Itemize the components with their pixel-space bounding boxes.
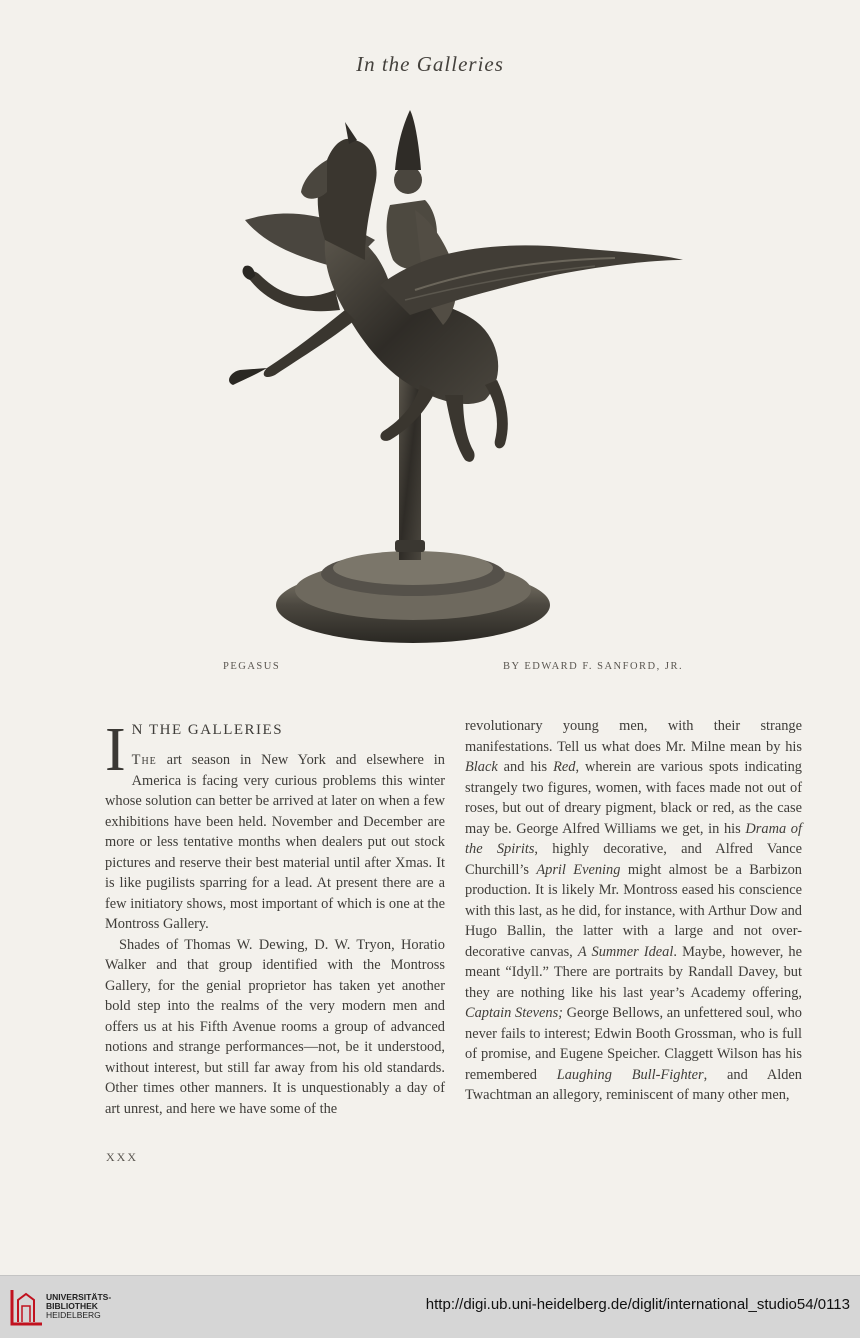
paragraph-1 bbox=[105, 750, 445, 935]
article-column-right bbox=[465, 716, 802, 1106]
running-head: In the Galleries bbox=[356, 52, 504, 76]
text-run: , highly decorative, and Alfred Vance Churchill’s bbox=[465, 841, 802, 878]
logo-text bbox=[46, 1293, 111, 1320]
artwork-title: April Evening bbox=[536, 861, 621, 878]
artwork-title: Red bbox=[553, 759, 576, 775]
logo-line-1: UNIVERSITÄTS- bbox=[46, 1292, 112, 1302]
artwork-title: Captain Stevens; bbox=[465, 1005, 563, 1021]
text-run: George Bellows, an unfettered soul, who never fails to interest; Edwin Booth Grossman, who is full of promise, and Eugene Speicher. Claggett Wilson has his remembered bbox=[465, 1005, 802, 1083]
text-run: might almost be a Barbizon production. It is likely Mr. Montross eased his conscience with this last, as he did, for instance, with Arthur Dow and Hugo Ballin, the latter with a large and not over-decorative canvas, bbox=[465, 861, 802, 960]
text-run: revolutionary young men, with their strange manifestations. Tell us what does Mr. Milne mean by his bbox=[465, 718, 802, 755]
paragraph-3 bbox=[465, 716, 802, 1106]
article-column-left bbox=[105, 716, 445, 1119]
drop-cap: I bbox=[105, 716, 126, 784]
artwork-title: Black bbox=[465, 759, 498, 775]
page-folio: XXX bbox=[106, 1150, 138, 1164]
text-run: , wherein are various spots indicating strangely two figures, women, with faces made not out of roses, but out of dreary pigment, black or red, as the case may be. George Alfred Williams we get, in his bbox=[465, 759, 802, 837]
logo-line-3: HEIDELBERG bbox=[46, 1310, 101, 1320]
text-run: , and Alden Twachtman an allegory, reminiscent of many other men, bbox=[465, 1066, 802, 1103]
artwork-title: Laughing Bull-Fighter bbox=[556, 1066, 704, 1083]
logo-line-2: BIBLIOTHEK bbox=[46, 1301, 98, 1311]
plate-caption-title: PEGASUS bbox=[223, 661, 281, 672]
permalink-url[interactable]: http://digi.ub.uni-heidelberg.de/diglit/international_studio54/0113 bbox=[425, 1296, 850, 1313]
artwork-title: A Summer Ideal bbox=[577, 943, 674, 960]
pegasus-sculpture-plate bbox=[215, 100, 685, 660]
paragraph-2: Shades of Thomas W. Dewing, D. W. Tryon, Horatio Walker and that group identified with the Montross Gallery, for the genial proprietor has taken yet another bold step into the realms of the very modern men and offers us at his Fifth Avenue rooms a group of advanced notions and strange performances—not, be it understood, without interest, but still far away from his old standards. Other times other manners. It is unquestionably a day of art unrest, and here we have some of the bbox=[105, 936, 445, 1117]
viewer-footer bbox=[0, 1275, 860, 1338]
text-run: . Maybe, however, he meant “Idyll.” There are portraits by Randall Davey, but they are nothing like his last year’s Academy offering, bbox=[465, 943, 802, 1001]
paragraph-1-text: art season in New York and elsewhere in America is facing very curious problems this winter whose solution can better be arrived at later on when a few exhibitions have been held. November and December are more or less tentative months when dealers put out stock pictures and reserve their best material until after Xmas. It is like pugilists sparring for a lead. At present there are a few initiatory shows, most important of which is one at the Montross Gallery. bbox=[105, 752, 445, 932]
artwork-title: Drama of the Spirits bbox=[465, 820, 802, 857]
paragraph-1-lead: The bbox=[131, 752, 157, 768]
text-run: and his bbox=[497, 759, 554, 775]
plate-caption-artist: BY EDWARD F. SANFORD, JR. bbox=[503, 661, 684, 672]
article-heading: N THE GALLERIES bbox=[131, 722, 284, 738]
